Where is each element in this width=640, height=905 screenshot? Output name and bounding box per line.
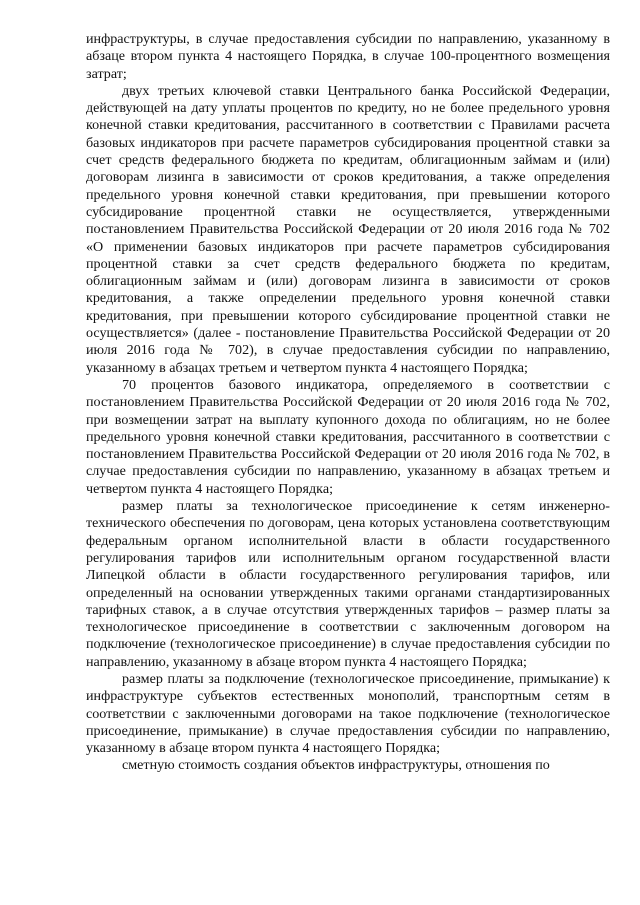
paragraph-6: сметную стоимость создания объектов инфраструктуры, отношения по <box>122 757 550 774</box>
paragraph-1: инфраструктуры, в случае предоставления субсидии по направлению, указанному в абзаце втором пункта 4 настоящего Порядка, в случае 100-процентного возмещения затрат; <box>86 31 610 82</box>
paragraph-3: 70 процентов базового индикатора, определяемого в соответствии с постановлением Правительства Российской Федерации от 20 июля 2016 года № 702, при возмещении затрат на выплату купонного дохода по облигациям, но не более предельного уровня конечной ставки кредитования, рассчитанного в соответствии с постановлением Правительства Российской Федерации от 20 июля 2016 года № 702, в случае предоставления субсидии по направлению, указанному в абзацах третьем и четвертом пункта 4 настоящего Порядка; <box>86 376 610 497</box>
paragraph-4: размер платы за технологическое присоединение к сетям инженерно-технического обеспечения по договорам, цена которых установлена соответствующим федеральным органом исполнительной власти в области государственного регулирования тарифов или исполнительным органом государственной власти Липецкой области в области государственного регулирования тарифов, или определенный на основании утвержденных такими органами стандартизированных тарифных ставок, а в случае отсутствия утвержденных тарифов – размер платы за технологическое присоединение в соответствии с заключенным договором на подключение (технологическое присоединение) в случае предоставления субсидии по направлению, указанному в абзаце втором пункта 4 настоящего Порядка; <box>86 498 610 670</box>
paragraph-2: двух третьих ключевой ставки Центрального банка Российской Федерации, действующей на дату уплаты процентов по кредиту, но не более предельного уровня конечной ставки кредитования, рассчитанного в соответствии с Правилами расчета базовых индикаторов при расчете параметров субсидирования процентной ставки за счет средств федерального бюджета по кредитам, облигационным займам и (или) договорам лизинга в зависимости от сроков кредитования, а также определения предельного уровня конечной ставки кредитования, при превышении которого субсидирование процентной ставки не осуществляется, утвержденными постановлением Правительства Российской Федерации от 20 июля 2016 года № 702 «О применении базовых индикаторов при расчете параметров субсидирования процентной ставки за счет средств федерального бюджета по кредитам, облигационным займам и (или) договорам лизинга в зависимости от сроков кредитования, а также определении предельного уровня конечной ставки кредитования, при превышении которого субсидирование процентной ставки не осуществляется» (далее - постановление Правительства Российской Федерации от 20 июля 2016 года № 702), в случае предоставления субсидии по направлению, указанному в абзацах третьем и четвертом пункта 4 настоящего Порядка; <box>86 82 610 376</box>
paragraph-5: размер платы за подключение (технологическое присоединение, примыкание) к инфраструктуре субъектов естественных монополий, транспортным сетям в соответствии с заключенными договорами на такое подключение (технологическое присоединение, примыкание) в случае предоставления субсидии по направлению, указанному в абзаце втором пункта 4 настоящего Порядка; <box>86 670 610 757</box>
